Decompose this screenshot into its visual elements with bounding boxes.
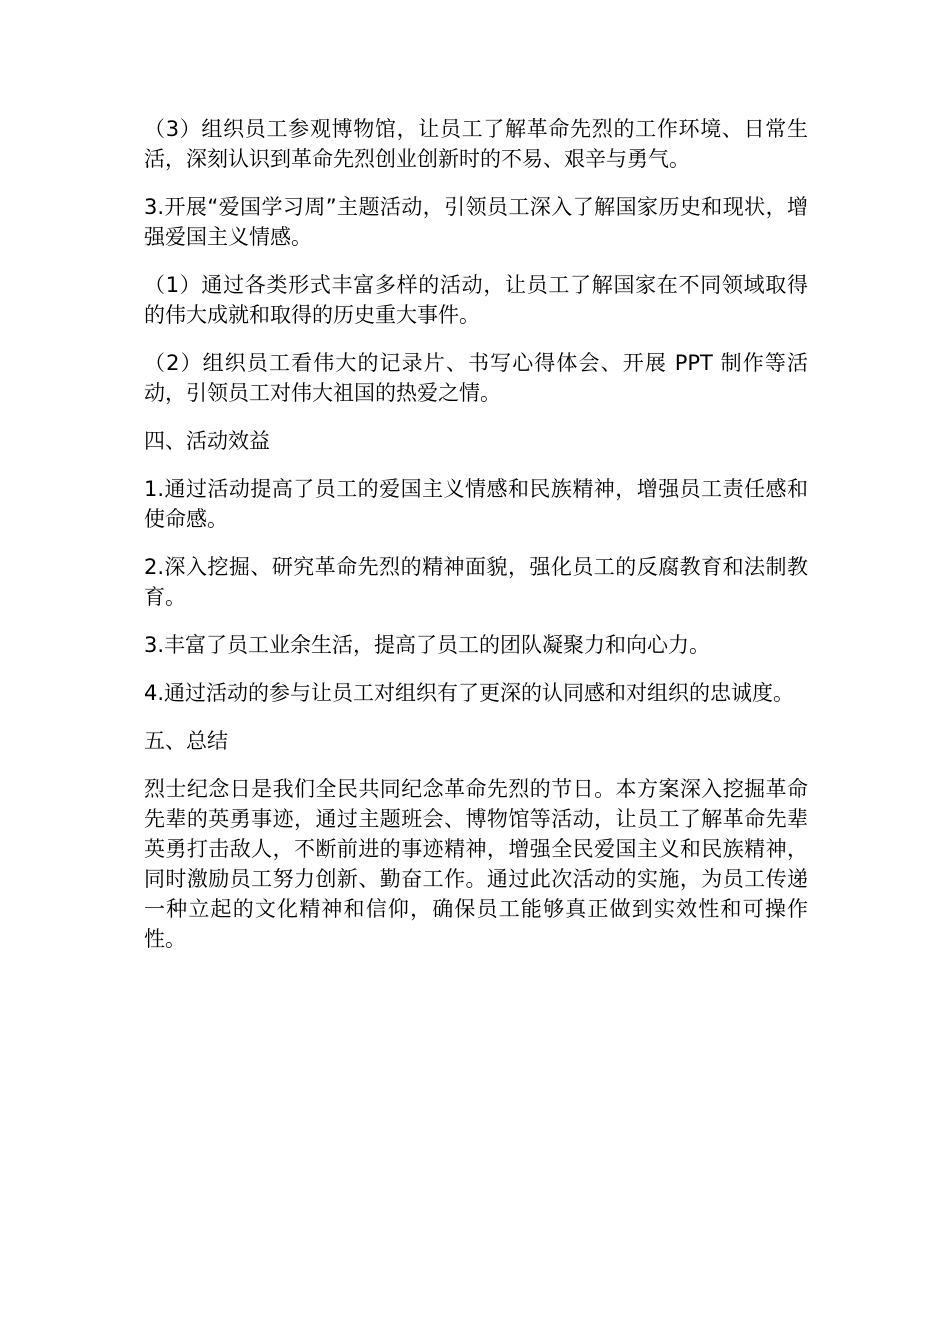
benefit-item-4: 4.通过活动的参与让员工对组织有了更深的认同感和对组织的忠诚度。 bbox=[144, 681, 795, 705]
document-body bbox=[144, 114, 808, 972]
paragraph-patriotic-study-week: 3.开展“爱国学习周”主题活动，引领员工深入了解国家历史和现状，增强爱国主义情感。 bbox=[144, 195, 808, 249]
benefit-item-2: 2.深入挖掘、研究革命先烈的精神面貌，强化员工的反腐教育和法制教育。 bbox=[144, 555, 808, 609]
paragraph-museum-visit: （3）组织员工参观博物馆，让员工了解革命先烈的工作环境、日常生活，深刻认识到革命先烈创业创新时的不易、艰辛与勇气。 bbox=[144, 117, 808, 171]
section-heading-benefits: 四、活动效益 bbox=[144, 429, 270, 453]
benefit-item-1: 1.通过活动提高了员工的爱国主义情感和民族精神，增强员工责任感和使命感。 bbox=[144, 477, 808, 531]
paragraph-various-activities: （1）通过各类形式丰富多样的活动，让员工了解国家在不同领域取得的伟大成就和取得的历史重大事件。 bbox=[144, 273, 808, 327]
benefit-item-3: 3.丰富了员工业余生活，提高了员工的团队凝聚力和向心力。 bbox=[144, 633, 711, 657]
section-heading-summary: 五、总结 bbox=[144, 729, 228, 753]
summary-paragraph: 烈士纪念日是我们全民共同纪念革命先烈的节日。本方案深入挖掘革命先辈的英勇事迹，通过主题班会、博物馆等活动，让员工了解革命先辈英勇打击敌人，不断前进的事迹精神，增强全民爱国主义和民族精神，同时激励员工努力创新、勤奋工作。通过此次活动的实施，为员工传递一种立起的文化精神和信仰，确保员工能够真正做到实效性和可操作性。 bbox=[144, 777, 808, 951]
paragraph-documentary-ppt: （2）组织员工看伟大的记录片、书写心得体会、开展 PPT 制作等活动，引领员工对伟大祖国的热爱之情。 bbox=[144, 351, 808, 405]
